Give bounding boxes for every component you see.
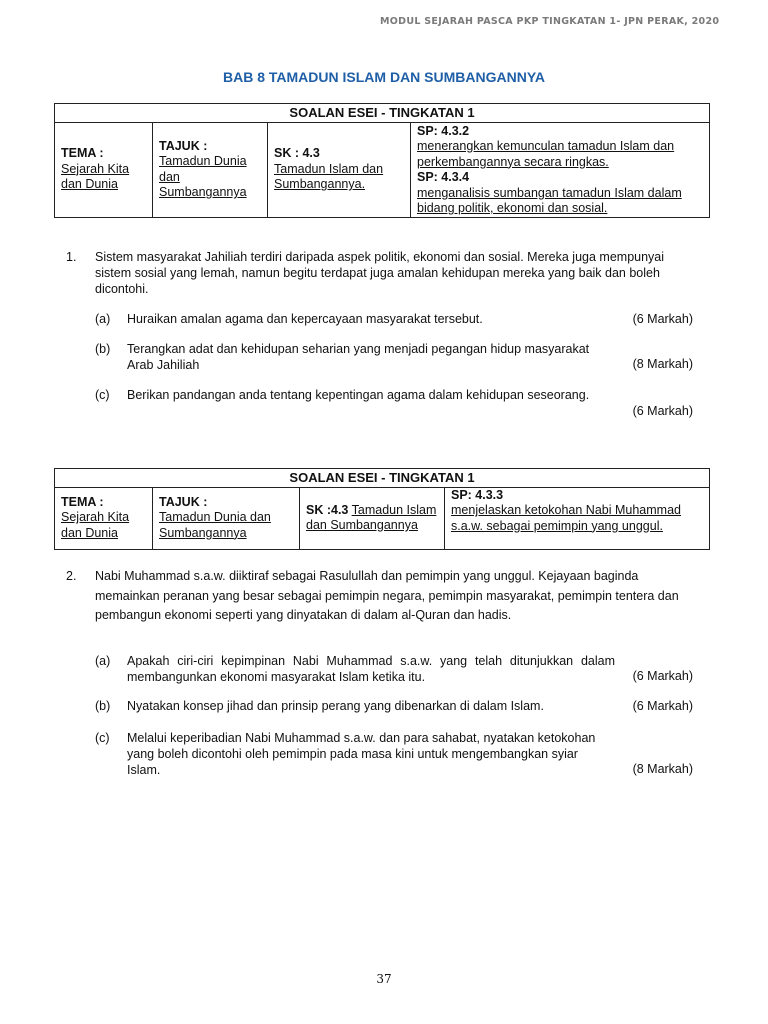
tajuk-value: Tamadun Dunia dan Sumbangannya (159, 510, 271, 540)
sub-question-label: (b) (95, 699, 111, 713)
sub-question-text: Berikan pandangan anda tentang kepentingan agama dalam kehidupan seseorang. (127, 388, 590, 402)
sub-question-label: (a) (95, 312, 111, 326)
sub-question-label: (a) (95, 654, 111, 668)
tema-cell (55, 487, 153, 549)
question-number: 2. (66, 569, 77, 583)
page-number: 37 (376, 972, 392, 986)
marks-label: (8 Markah) (632, 762, 693, 776)
sk-cell (300, 487, 445, 549)
sub-question-label: (c) (95, 731, 110, 745)
table-heading: SOALAN ESEI - TINGKATAN 1 (55, 104, 710, 123)
sp-cell (445, 487, 710, 549)
sk-label: SK : 4.3 (274, 146, 320, 161)
sk-label: SK :4.3 (306, 502, 349, 517)
running-header: MODUL SEJARAH PASCA PKP TINGKATAN 1- JPN PERAK, 2020 (380, 16, 720, 27)
tajuk-cell (153, 122, 268, 217)
tajuk-value: Tamadun Dunia dan Sumbangannya (159, 154, 247, 199)
sp-label: SP: 4.3.2 (417, 123, 470, 138)
tema-label: TEMA : (61, 494, 104, 509)
sp-value: menerangkan kemunculan tamadun Islam dan perkembangannya secara ringkas. (417, 139, 675, 169)
sp-cell (411, 122, 710, 217)
sp-label: SP: 4.3.3 (451, 487, 504, 502)
essay-info-table-2 (54, 468, 710, 550)
question-number: 1. (66, 250, 77, 264)
tema-cell (55, 122, 153, 217)
tema-value: Sejarah Kita dan Dunia (61, 510, 130, 540)
tema-label: TEMA : (61, 146, 104, 161)
tema-value: Sejarah Kita dan Dunia (61, 161, 130, 192)
sub-question-text: Terangkan adat dan kehidupan seharian yang menjadi pegangan hidup masyarakat Arab Jahiliah (127, 342, 590, 372)
sub-question-text: Huraikan amalan agama dan kepercayaan masyarakat tersebut. (127, 312, 483, 326)
sub-question-label: (b) (95, 342, 111, 356)
tajuk-cell (153, 487, 300, 549)
sub-question-label: (c) (95, 388, 110, 402)
sk-cell (268, 122, 411, 217)
marks-label: (6 Markah) (632, 699, 693, 713)
marks-label: (6 Markah) (632, 404, 693, 418)
marks-label: (8 Markah) (632, 357, 693, 371)
marks-label: (6 Markah) (632, 669, 693, 683)
sub-question-text: Nyatakan konsep jihad dan prinsip perang yang dibenarkan di dalam Islam. (127, 699, 544, 713)
question-stem: Sistem masyarakat Jahiliah terdiri daripada aspek politik, ekonomi dan sosial. Mereka juga mempunyai sistem sosial yang lemah, namun begitu terdapat juga amalan kehidupan mereka yang baik dan boleh dicontohi. (95, 250, 665, 296)
table-heading: SOALAN ESEI - TINGKATAN 1 (55, 469, 710, 488)
chapter-title: BAB 8 TAMADUN ISLAM DAN SUMBANGANNYA (223, 69, 545, 85)
marks-label: (6 Markah) (632, 312, 693, 326)
sk-value: Tamadun Islam dan Sumbangannya. (274, 161, 384, 192)
tajuk-label: TAJUK : (159, 494, 208, 509)
sp-value: menganalisis sumbangan tamadun Islam dalam bidang politik, ekonomi dan sosial. (417, 185, 682, 215)
question-stem: Nabi Muhammad s.a.w. diiktiraf sebagai Rasulullah dan pemimpin yang unggul. Kejayaan baginda memainkan peranan yang besar sebagai pemimpin negara, pemimpin masyarakat, pemimpin tentera dan pembangun ekonomi seperti yang dinyatakan di dalam al-Quran dan hadis. (95, 569, 679, 622)
essay-info-table-1 (54, 103, 710, 218)
sk-value: Tamadun Islam dan Sumbangannya (306, 502, 437, 532)
sub-question-text: Melalui keperibadian Nabi Muhammad s.a.w. dan para sahabat, nyatakan ketokohan yang boleh dicontohi oleh pemimpin pada masa kini untuk mengembangkan syiar Islam. (127, 731, 596, 777)
sp-label: SP: 4.3.4 (417, 170, 470, 184)
tajuk-label: TAJUK : (159, 138, 208, 153)
sub-question-text: Apakah ciri-ciri kepimpinan Nabi Muhammad s.a.w. yang telah ditunjukkan dalam membangunkan ekonomi masyarakat Islam ketika itu. (127, 654, 615, 684)
sp-value: menjelaskan ketokohan Nabi Muhammad s.a.w. sebagai pemimpin yang unggul. (451, 503, 681, 533)
